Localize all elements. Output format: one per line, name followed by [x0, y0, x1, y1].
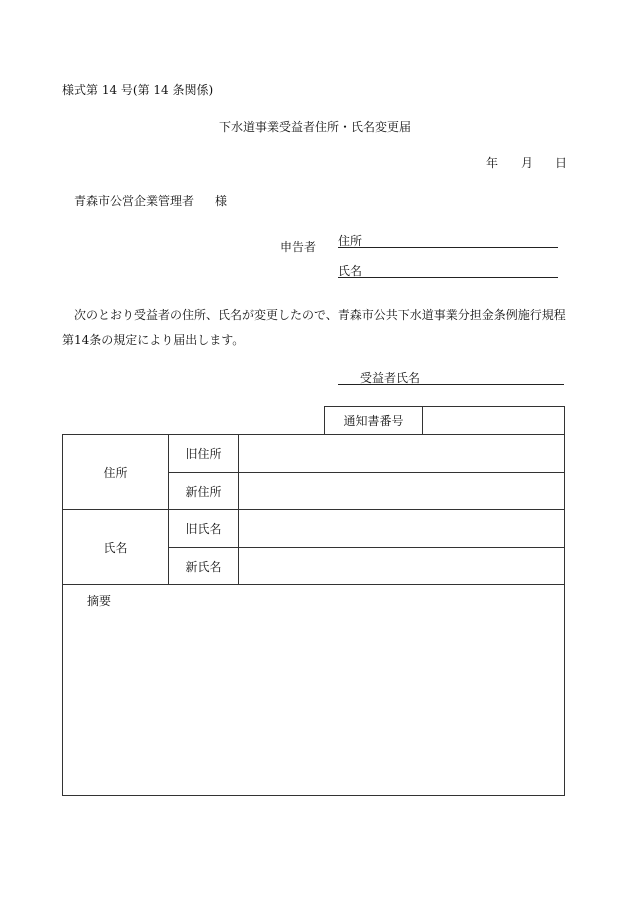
address-group-cell: [62, 434, 169, 510]
applicant-address-label: 住所: [338, 234, 363, 248]
notice-number-label-cell: [324, 406, 423, 435]
notice-number-field[interactable]: [422, 406, 565, 435]
new-address-label-cell: [168, 472, 239, 510]
addressee-name: 青森市公営企業管理者: [74, 194, 195, 208]
beneficiary-label: 受益者氏名: [360, 371, 421, 385]
remarks-label: 摘要: [87, 594, 112, 608]
addressee-honorific: 様: [215, 194, 228, 208]
old-address-field[interactable]: [238, 434, 565, 473]
address-group-label: 住所: [103, 465, 128, 480]
old-address-label: 旧住所: [185, 447, 222, 461]
remarks-field[interactable]: [62, 584, 565, 796]
old-name-label-cell: [168, 509, 239, 548]
name-group-cell: [62, 509, 169, 585]
name-group-label: 氏名: [103, 540, 128, 555]
beneficiary-name-field[interactable]: [338, 372, 564, 385]
new-name-label-cell: [168, 547, 239, 585]
old-name-field[interactable]: [238, 509, 565, 548]
new-address-label: 新住所: [185, 484, 222, 499]
date-year-label: 年: [486, 156, 499, 170]
applicant-name-field[interactable]: [338, 265, 558, 278]
old-address-label-cell: [168, 434, 239, 473]
new-name-label: 新氏名: [185, 559, 222, 574]
date-month-label: 月: [521, 156, 534, 170]
date-day-label: 日: [555, 156, 568, 170]
form-title: 下水道事業受益者住所・氏名変更届: [218, 120, 411, 134]
applicant-label: 申告者: [280, 240, 317, 254]
body-paragraph: 次のとおり受益者の住所、氏名が変更したので、青森市公共下水道事業分担金条例施行規程第14条の規定により届出します。: [62, 308, 566, 347]
notice-number-label: 通知書番号: [343, 414, 404, 428]
applicant-name-label: 氏名: [338, 264, 363, 278]
new-name-field[interactable]: [238, 547, 565, 585]
applicant-address-field[interactable]: [338, 235, 558, 248]
form-number: 様式第 14 号(第 14 条関係): [62, 83, 214, 97]
old-name-label: 旧氏名: [185, 522, 222, 536]
new-address-field[interactable]: [238, 472, 565, 510]
